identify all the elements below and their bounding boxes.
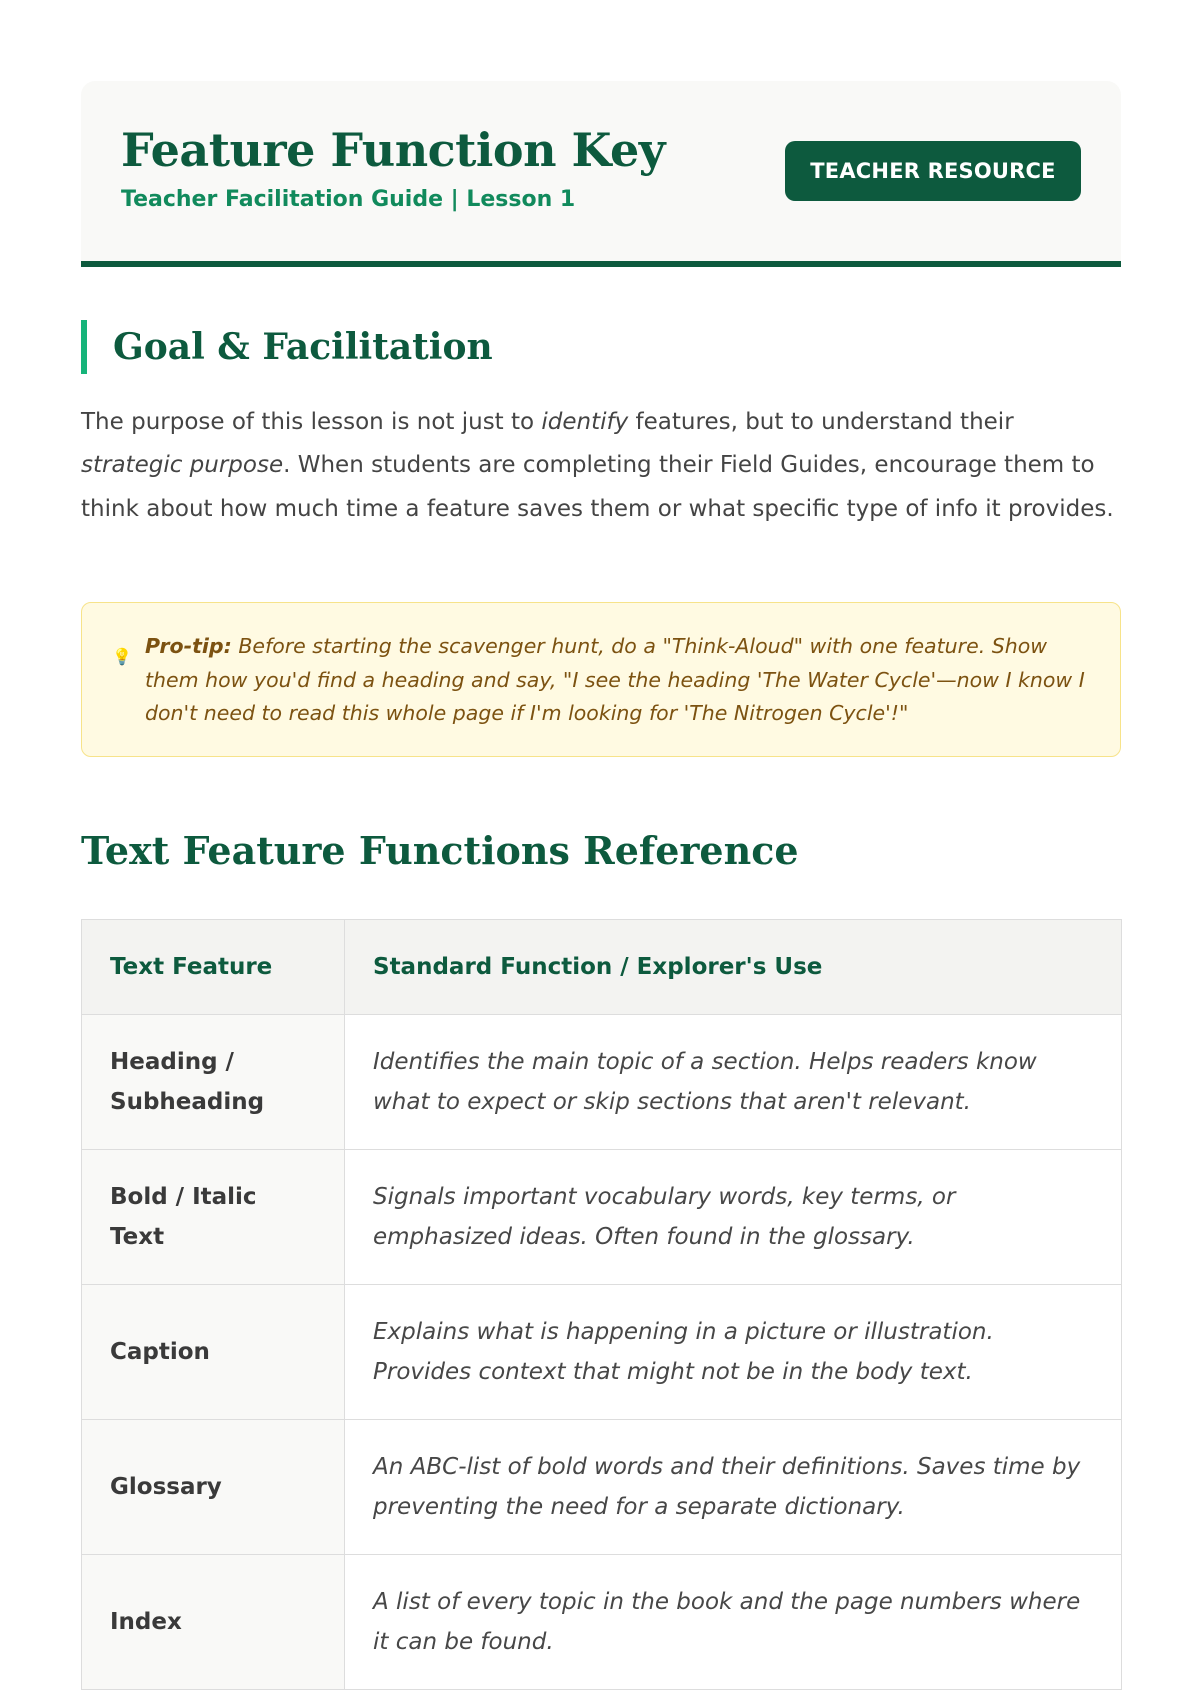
teacher-resource-badge: TEACHER RESOURCE xyxy=(785,141,1081,201)
page-title: Feature Function Key xyxy=(121,123,665,177)
function-cell: An ABC-list of bold words and their definitions. Saves time by preventing the need for a separate dictionary. xyxy=(345,1420,1122,1555)
reference-section-heading: Text Feature Functions Reference xyxy=(81,828,799,873)
page-subtitle: Teacher Facilitation Guide | Lesson 1 xyxy=(121,187,576,212)
function-cell: Identifies the main topic of a section. Helps readers know what to expect or skip sections that aren't relevant. xyxy=(345,1015,1122,1150)
feature-cell: Index xyxy=(82,1555,345,1690)
function-cell: A list of every topic in the book and the page numbers where it can be found. xyxy=(345,1555,1122,1690)
feature-cell: Caption xyxy=(82,1285,345,1420)
goal-emphasis-strategic: strategic purpose xyxy=(81,452,284,479)
goal-paragraph xyxy=(81,401,1121,531)
page-header xyxy=(81,81,1121,267)
pro-tip-label: Pro-tip: xyxy=(145,634,232,658)
pro-tip-text xyxy=(145,630,1095,731)
pro-tip-callout xyxy=(81,602,1121,757)
column-header-function: Standard Function / Explorer's Use xyxy=(345,920,1122,1015)
table-header-row xyxy=(82,920,1122,1015)
feature-cell: Bold / Italic Text xyxy=(82,1150,345,1285)
goal-emphasis-identify: identify xyxy=(541,409,629,435)
table-row xyxy=(82,1420,1122,1555)
pro-tip-body: Before starting the scavenger hunt, do a "Think-Aloud" with one feature. Show them how you'd find a heading and say, "I see the heading 'The Water Cycle'—now I know I don't need to read this whole page if I'm looking for 'The Nitrogen Cycle'!" xyxy=(145,634,1085,725)
feature-function-table xyxy=(81,919,1122,1690)
lightbulb-icon: 💡 xyxy=(112,647,132,666)
table-row xyxy=(82,1555,1122,1690)
function-cell: Signals important vocabulary words, key terms, or emphasized ideas. Often found in the glossary. xyxy=(345,1150,1122,1285)
function-cell: Explains what is happening in a picture or illustration. Provides context that might not be in the body text. xyxy=(345,1285,1122,1420)
table-row xyxy=(82,1285,1122,1420)
goal-text-2: features, but to understand their xyxy=(628,409,1014,435)
feature-cell: Glossary xyxy=(82,1420,345,1555)
table-row xyxy=(82,1015,1122,1150)
table-row xyxy=(82,1150,1122,1285)
feature-cell: Heading / Subheading xyxy=(82,1015,345,1150)
goal-text-3: . When students are completing their Field Guides, encourage them to think about how much time a feature saves them or what specific type of info it provides. xyxy=(81,452,1114,522)
column-header-feature: Text Feature xyxy=(82,920,345,1015)
goal-text-1: The purpose of this lesson is not just to xyxy=(81,409,542,435)
goal-section-heading: Goal & Facilitation xyxy=(81,320,493,374)
